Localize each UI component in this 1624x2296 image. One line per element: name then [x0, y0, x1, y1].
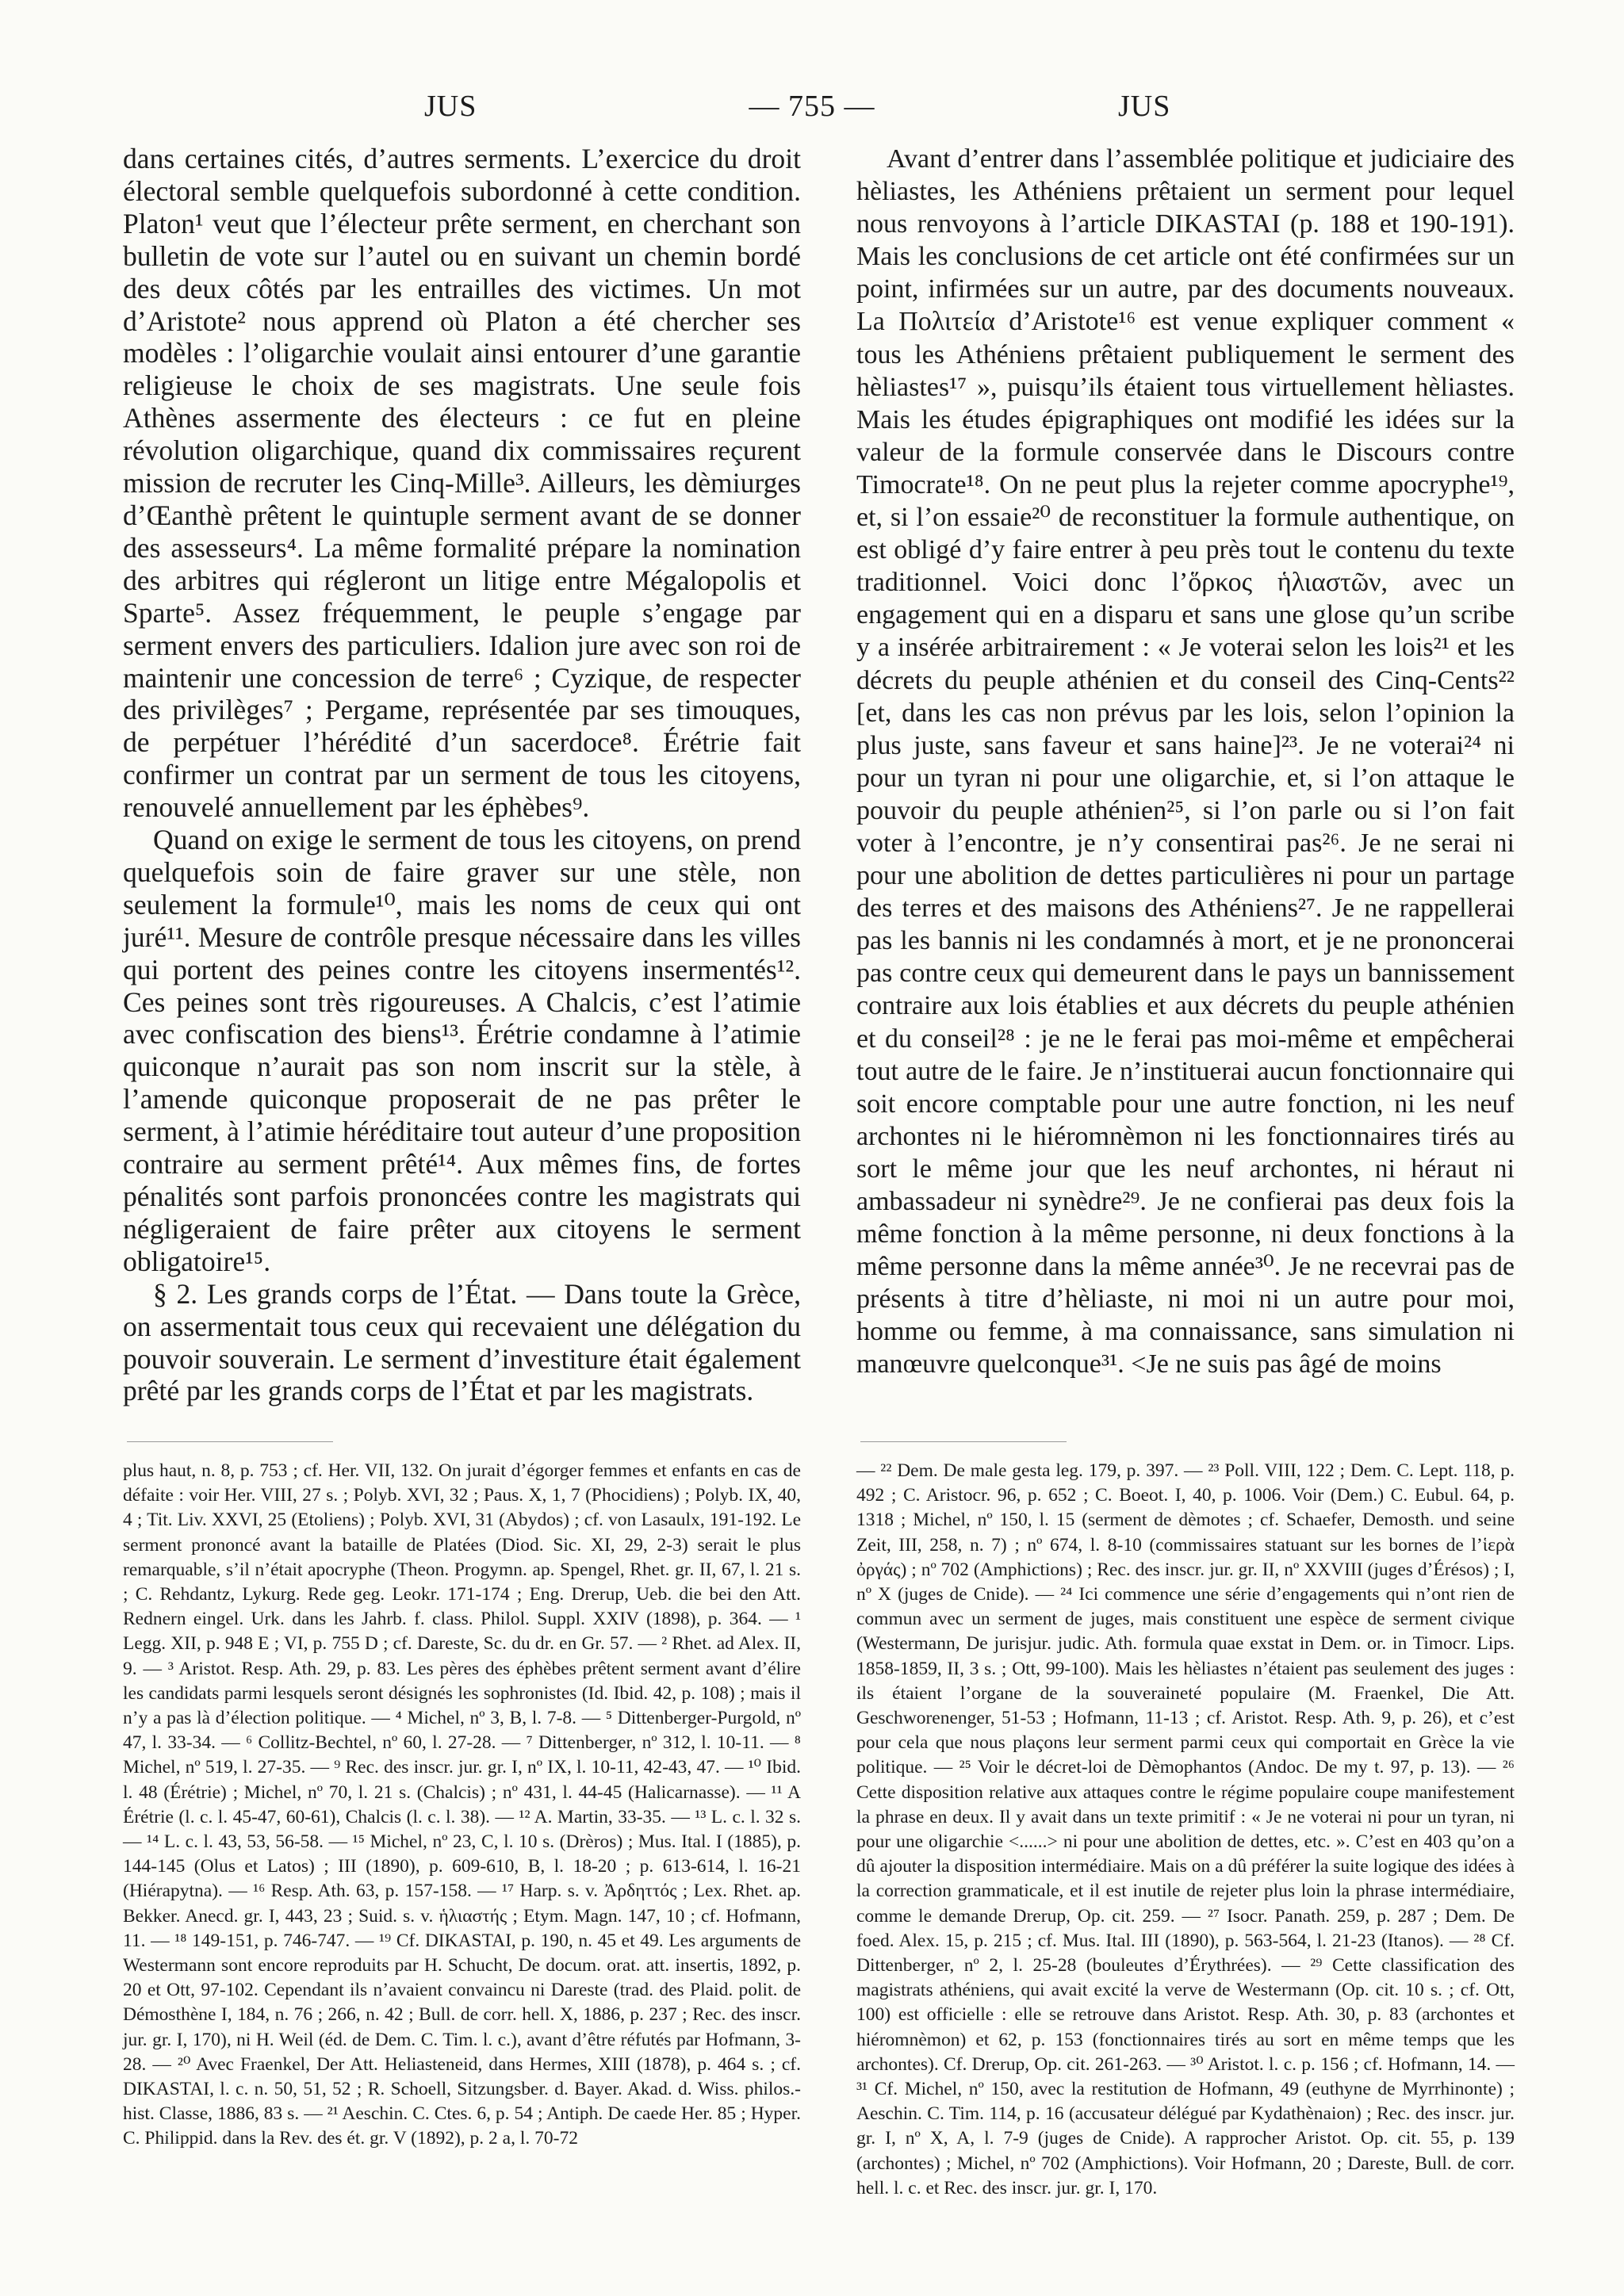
running-head-left: JUS [424, 90, 477, 123]
footnote-text: — ²² Dem. De male gesta leg. 179, p. 397. — ²³ Poll. VIII, 122 ; Dem. C. Lept. 118, p. 492 ; C. Aristocr. 96, p. 652 ; C. Boeot. I, 40, p. 1006. Voir (Dem.) C. Eubul. 64, p. 1318 ; Michel, nº 150, l. 15 (serment de dèmotes ; cf. Schaefer, Demosth. und seine Zeit, III, 258, n. 7) ; nº 674, l. 8-10 (commissaires statuant sur les bornes de l’ἱερὰ ὀργάς) ; nº 702 (Amphictions) ; Rec. des inscr. jur. gr. II, nº XXVIII (juges d’Érésos) ; I, nº X (juges de Cnide). — ²⁴ Ici commence une série d’engagements qui n’ont rien de commun avec un serment de juges, mais constituent une espèce de serment civique (Westermann, De jurisjur. judic. Ath. formula quae exstat in Dem. or. in Timocr. Lips. 1858-1859, II, 3 s. ; Ott, 99-100). Mais les hèliastes n’étaient pas seulement des juges : ils étaient l’organe de la souveraineté populaire (M. Fraenkel, Die Att. Geschworenenger, 51-53 ; Hofmann, 11-13 ; cf. Aristot. Resp. Ath. 9, p. 26), et c’est pour cela que nous plaçons leur serment parmi ceux qui comportait en Grèce la vie politique. — ²⁵ Voir le décret-loi de Dèmophantos (Andoc. De my t. 97, p. 13). — ²⁶ Cette disposition relative aux attaques contre le régime populaire coupe manifestement la phrase en deux. Il y avait dans un texte primitif : « Je ne voterai ni pour un tyran, ni pour une oligarchie <......> ni pour une abolition de dettes, etc. ». C’est en 403 qu’on a dû ajouter la disposition intermédiaire. Mais on a dû préférer la suite logique des idées à la correction grammaticale, et il est inutile de rejeter plus loin la phrase intermédiaire, comme le demande Drerup, Op. cit. 259. — ²⁷ Isocr. Panath. 259, p. 287 ; Dem. De foed. Alex. 15, p. 215 ; cf. Mus. Ital. III (1890), p. 563-564, l. 21-23 (Itanos). — ²⁸ Cf. Dittenberger, nº 2, l. 25-28 (bouleutes d’Érythrées). — ²⁹ Cette classification des magistrats athéniens, qui avait excité la verve de Westermann (Op. cit. 10 s. ; cf. Ott, 100) est officielle : elle se retrouve dans Aristot. Resp. Ath. 30, p. 83 (archontes et hiéromnèmon) et 62, p. 153 (fonctionnaires tirés au sort en même temps que les archontes). Cf. Drerup, Op. cit. 261-263. — ³⁰ Aristot. l. c. p. 156 ; cf. Hofmann, 14. — ³¹ Cf. Michel, nº 150, avec la restitution de Hofmann, 49 (euthyne de Myrrhinonte) ; Aeschin. C. Tim. 114, p. 16 (accusateur délégué par Kydathènaion) ; Rec. des inscr. jur. gr. I, nº X, A, l. 7-9 (juges de Cnide). A rapprocher Aristot. Op. cit. 55, p. 139 (archontes) ; Michel, nº 702 (Amphictions). Voir Hofmann, 20 ; Dareste, Bull. de corr. hell. l. c. et Rec. des inscr. jur. gr. I, 170. [856, 1460, 1515, 2198]
footnote-rule [127, 1441, 333, 1442]
footnote-rule [860, 1441, 1067, 1442]
paragraph: dans certaines cités, d’autres serments. L’exercice du droit électoral semble quelquefois subordonné à cette condition. Platon¹ veut que l’électeur prête serment, en cherchant son bulletin de vote sur l’autel ou en suivant un chemin bordé des deux côtés par les entrailles des victimes. Un mot d’Aristote² nous apprend où Platon a été chercher ses modèles : l’oligarchie voulait ainsi entourer d’une garantie religieuse le choix de ses magistrats. Une seule fois Athènes assermente des électeurs : ce fut en pleine révolution oligarchique, quand dix commissaires reçurent mission de recruter les Cinq-Mille³. Ailleurs, les dèmiurges d’Œanthè prêtent le quintuple serment avant de se donner des assesseurs⁴. La même formalité prépare la nomination des arbitres qui régleront un litige entre Mégalopolis et Sparte⁵. Assez fréquemment, le peuple s’engage par serment envers des particuliers. Idalion jure avec son roi de maintenir une concession de terre⁶ ; Cyzique, de respecter des privilèges⁷ ; Pergame, représentée par ses timouques, de perpétuer l’hérédité d’un sacerdoce⁸. Érétrie fait confirmer un contrat par un serment de tous les citoyens, renouvelé annuellement par les éphèbes⁹. [123, 143, 801, 824]
footnotes-right [856, 1459, 1515, 2201]
running-head-right: JUS [1118, 90, 1171, 123]
paragraph: Avant d’entrer dans l’assemblée politique et judiciaire des hèliastes, les Athéniens prêtaient un serment pour lequel nous renvoyons à l’article DIKASTAI (p. 188 et 190-191). Mais les conclusions de cet article ont été confirmées sur un point, infirmées sur un autre, par des documents nouveaux. La Πολιτεία d’Aristote¹⁶ est venue expliquer comment « tous les Athéniens prêtaient publiquement le serment des hèliastes¹⁷ », puisqu’ils étaient tous virtuellement hèliastes. Mais les études épigraphiques ont modifié les idées sur la valeur de la formule conservée dans le Discours contre Timocrate¹⁸. On ne peut plus la rejeter comme apocryphe¹⁹, et, si l’on essaie²⁰ de reconstituer la formule authentique, on est obligé d’y faire entrer à peu près tout le contenu du texte traditionnel. Voici donc l’ὅρκος ἡλιαστῶν, avec un engagement qui en a disparu et sans une glose qu’un scribe y a insérée arbitrairement : « Je voterai selon les lois²¹ et les décrets du peuple athénien et du conseil des Cinq-Cents²² [et, dans les cas non prévus par les lois, selon l’opinion la plus juste, sans faveur et sans haine]²³. Je ne voterai²⁴ ni pour un tyran ni pour une oligarchie, et, si l’on attaque le pouvoir du peuple athénien²⁵, si l’on parle ou si l’on fait voter à l’encontre, je n’y consentirai pas²⁶. Je ne serai ni pour une abolition de dettes particulières ni pour un partage des terres et des maisons des Athéniens²⁷. Je ne rappellerai pas les bannis ni les condamnés à mort, et je ne prononcerai pas contre ceux qui demeurent dans le pays un bannissement contraire aux lois établies et aux décrets du peuple athénien et du conseil²⁸ : je ne le ferai pas moi-même et empêcherai tout autre de le faire. Je n’instituerai aucun fonctionnaire qui soit encore comptable pour une autre fonction, ni les neuf archontes ni le hiéromnèmon ni les fonctionnaires tirés au sort le même jour que les neuf archontes, ni héraut ni ambassadeur ni synèdre²⁹. Je ne confierai pas deux fois la même fonction à la même personne, ni deux fonctions à la même personne dans la même année³⁰. Je ne recevrai pas de présents à titre d’hèliaste, ni moi ni un autre pour moi, homme ou femme, à ma connaissance, sans simulation ni manœuvre quelconque³¹. <Je ne suis pas âgé de moins [856, 144, 1515, 1380]
paragraph: Quand on exige le serment de tous les citoyens, on prend quelquefois soin de faire graver sur une stèle, non seulement la formule¹⁰, mais les noms de ceux qui ont juré¹¹. Mesure de contrôle presque nécessaire dans les villes qui portent des peines contre les citoyens insermentés¹². Ces peines sont très rigoureuses. A Chalcis, c’est l’atimie avec confiscation des biens¹³. Érétrie condamne à l’atimie quiconque n’aurait pas son nom inscrit sur la stèle, à l’amende quiconque proposerait de ne pas prêter le serment, à l’atimie héréditaire tout auteur d’une proposition contraire au serment prêté¹⁴. Aux mêmes fins, de fortes pénalités sont parfois prononcées contre les magistrats qui négligeraient de faire prêter aux citoyens le serment obligatoire¹⁵. [123, 824, 801, 1277]
page-number: — 755 — [749, 90, 875, 123]
footnote-text: plus haut, n. 8, p. 753 ; cf. Her. VII, 132. On jurait d’égorger femmes et enfants en cas de défaite : voir Her. VIII, 27 s. ; Polyb. XVI, 32 ; Paus. X, 1, 7 (Phocidiens) ; Polyb. IX, 40, 4 ; Tit. Liv. XXVI, 25 (Etoliens) ; Polyb. XVI, 31 (Abydos) ; cf. von Lasaulx, 191-192. Le serment prononcé avant la bataille de Platées (Diod. Sic. XI, 29, 2-3) serait le plus remarquable, s’il n’était apocryphe (Theon. Progymn. ap. Spengel, Rhet. gr. II, 67, l. 21 s. ; C. Rehdantz, Lykurg. Rede geg. Leokr. 171-174 ; Eng. Drerup, Ueb. die bei den Att. Rednern eingel. Urk. dans les Jahrb. f. class. Philol. Suppl. XXIV (1898), p. 364. — ¹ Legg. XII, p. 948 E ; VI, p. 755 D ; cf. Dareste, Sc. du dr. en Gr. 57. — ² Rhet. ad Alex. II, 9. — ³ Aristot. Resp. Ath. 29, p. 83. Les pères des éphèbes prêtent serment avant d’élire les candidats parmi lesquels seront désignés les sophronistes (Id. Ibid. 42, p. 108) ; mais il n’y a pas là d’élection politique. — ⁴ Michel, nº 3, B, l. 7-8. — ⁵ Dittenberger-Purgold, nº 47, l. 33-34. — ⁶ Collitz-Bechtel, nº 60, l. 27-28. — ⁷ Dittenberger, nº 312, l. 10-11. — ⁸ Michel, nº 519, l. 27-35. — ⁹ Rec. des inscr. jur. gr. I, nº IX, l. 10-11, 42-43, 47. — ¹⁰ Ibid. l. 48 (Érétrie) ; Michel, nº 70, l. 21 s. (Chalcis) ; nº 431, l. 44-45 (Halicarnasse). — ¹¹ A Érétrie (l. c. l. 45-47, 60-61), Chalcis (l. c. l. 38). — ¹² A. Martin, 33-35. — ¹³ L. c. l. 32 s. — ¹⁴ L. c. l. 43, 53, 56-58. — ¹⁵ Michel, nº 23, C, l. 10 s. (Drèros) ; Mus. Ital. I (1885), p. 144-145 (Olus et Latos) ; III (1890), p. 609-610, B, l. 18-20 ; p. 613-614, l. 16-21 (Hiérapytna). — ¹⁶ Resp. Ath. 63, p. 157-158. — ¹⁷ Harp. s. v. Ἀρδηττός ; Lex. Rhet. ap. Bekker. Anecd. gr. I, 443, 23 ; Suid. s. v. ἡλιαστής ; Etym. Magn. 147, 10 ; cf. Hofmann, 11. — ¹⁸ 149-151, p. 746-747. — ¹⁹ Cf. DIKASTAI, p. 190, n. 45 et 49. Les arguments de Westermann sont encore reproduits par H. Schucht, De docum. orat. att. insertis, 1892, p. 20 et Ott, 97-102. Cependant ils n’avaient convaincu ni Dareste (trad. des Plaid. polit. de Démosthène I, 184, n. 76 ; 266, n. 42 ; Bull. de corr. hell. X, 1886, p. 237 ; Rec. des inscr. jur. gr. I, 170), ni H. Weil (éd. de Dem. C. Tim. l. c.), avant d’être réfutés par Hofmann, 3-28. — ²⁰ Avec Fraenkel, Der Att. Heliasteneid, dans Hermes, XIII (1878), p. 464 s. ; cf. DIKASTAI, l. c. n. 50, 51, 52 ; R. Schoell, Sitzungsber. d. Bayer. Akad. d. Wiss. philos.-hist. Classe, 1886, 83 s. — ²¹ Aeschin. C. Ctes. 6, p. 54 ; Antiph. De caede Her. 85 ; Hyper. C. Philippid. dans la Rev. des ét. gr. V (1892), p. 2 a, l. 70-72 [123, 1460, 801, 2149]
right-column [856, 143, 1515, 1381]
footnotes-left [123, 1459, 801, 2152]
paragraph: § 2. Les grands corps de l’État. — Dans toute la Grèce, on assermentait tous ceux qui recevaient une délégation du pouvoir souverain. Le serment d’investiture était également prêté par les grands corps de l’État et par les magistrats. [123, 1277, 801, 1407]
left-column [123, 143, 801, 1407]
